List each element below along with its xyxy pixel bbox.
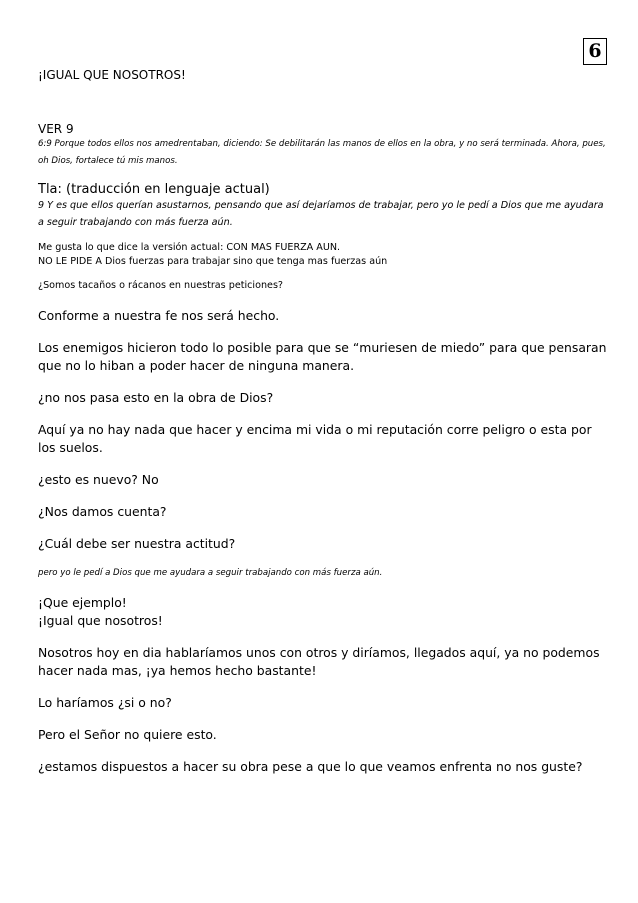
note-line-2: NO LE PIDE A Dios fuerzas para trabajar sino que tenga mas fuerzas aún [38,256,388,267]
page-number-box: 6 [583,38,607,65]
paragraph-realize: ¿Nos damos cuenta? [38,504,167,519]
paragraph-like-us: ¡Igual que nosotros! [38,613,163,628]
note-line-1: Me gusta lo que dice la versión actual: CON MAS FUERZA AUN. [38,242,341,253]
ver9-label: VER 9 [38,122,74,136]
paragraph-would-we: Lo haríamos ¿si o no? [38,695,172,710]
paragraph-example: ¡Que ejemplo! [38,595,127,610]
tla-label: Tla: (traducción en lenguaje actual) [38,182,270,197]
paragraph-is-it-new: ¿esto es nuevo? No [38,472,159,487]
ver9-verse: 6:9 Porque todos ellos nos amedrentaban, diciendo: Se debilitarán las manos de ellos en la obra, y no será terminada. Ahora, pues, oh Dios, fortalece tú mis manos. [38,139,606,166]
paragraph-enemies: Los enemigos hicieron todo lo posible para que se “muriesen de miedo” para que pensaran que no lo hiban a poder hacer de ninguna manera. [38,340,607,373]
tla-verse: 9 Y es que ellos querían asustarnos, pensando que así dejaríamos de trabajar, pero yo le pedí a Dios que me ayudara a seguir trabajando con más fuerza aún. [38,200,604,228]
document-body [38,68,608,776]
page-title: ¡IGUAL QUE NOSOTROS! [38,68,186,82]
verse-quote: pero yo le pedí a Dios que me ayudara a seguir trabajando con más fuerza aún. [38,568,383,578]
paragraph-lord: Pero el Señor no quiere esto. [38,727,217,742]
paragraph-nothing-to-do: Aquí ya no hay nada que hacer y encima mi vida o mi reputación corre peligro o esta por los suelos. [38,422,592,455]
paragraph-faith: Conforme a nuestra fe nos será hecho. [38,308,280,323]
paragraph-willing: ¿estamos dispuestos a hacer su obra pese a que lo que veamos enfrenta no nos guste? [38,759,583,774]
question-small: ¿Somos tacaños o rácanos en nuestras peticiones? [38,280,284,291]
paragraph-question-work: ¿no nos pasa esto en la obra de Dios? [38,390,274,405]
paragraph-today: Nosotros hoy en dia hablaríamos unos con otros y diríamos, llegados aquí, ya no podemos hacer nada mas, ¡ya hemos hecho bastante! [38,645,600,678]
paragraph-attitude: ¿Cuál debe ser nuestra actitud? [38,536,236,551]
